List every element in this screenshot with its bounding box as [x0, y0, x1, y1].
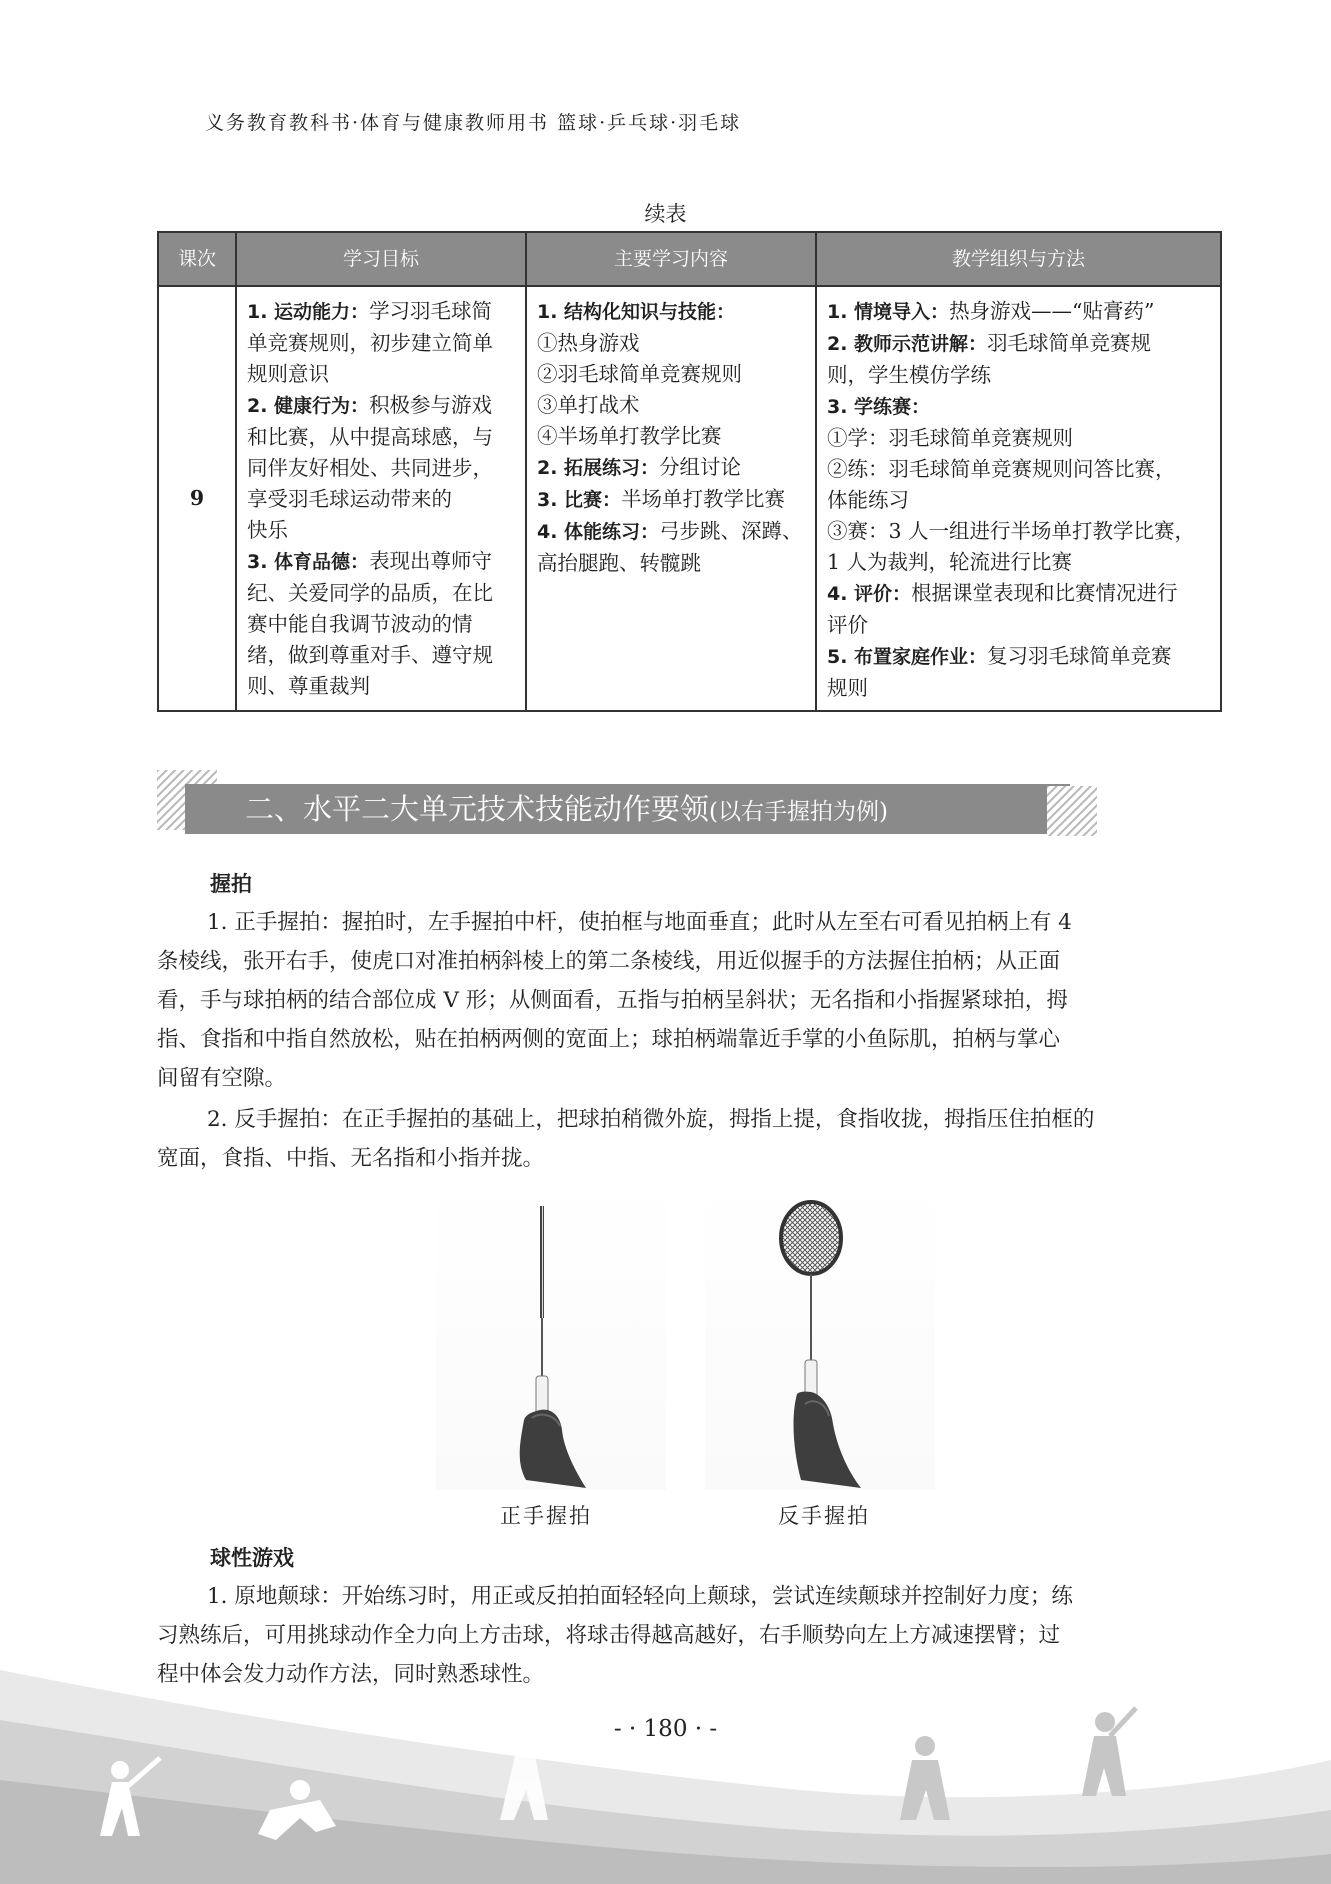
banner-hatch-decoration [1047, 786, 1097, 836]
col-header-goals: 学习目标 [236, 232, 526, 286]
racket-vertical-icon [436, 1180, 666, 1490]
content-line: ②羽毛球简单竞赛规则 [537, 362, 742, 386]
col-header-lesson: 课次 [158, 232, 236, 286]
methods-line: 评价 [827, 613, 868, 637]
content-cell [526, 286, 816, 711]
backhand-grip-caption: 反手握拍 [778, 1504, 870, 1528]
table-row [158, 286, 1221, 711]
lesson-number-cell: 9 [158, 286, 236, 711]
col-header-methods: 教学组织与方法 [816, 232, 1221, 286]
content-line: ①热身游戏 [537, 331, 640, 355]
section-subtitle: (以右手握拍为例) [709, 799, 888, 825]
methods-cell [816, 286, 1221, 711]
methods-line: ③赛：3 人一组进行半场单打教学比赛， [827, 519, 1196, 543]
methods-line: 则，学生模仿学练 [827, 363, 991, 387]
methods-line: 4. 评价：根据课堂表现和比赛情况进行 [827, 581, 1178, 605]
grip-heading: 握拍 [210, 872, 252, 896]
goals-line: 快乐 [247, 518, 288, 542]
table-header-row [158, 232, 1221, 286]
content-line: 1. 结构化知识与技能： [537, 301, 736, 323]
methods-line: 5. 布置家庭作业：复习羽毛球简单竞赛 [827, 644, 1172, 668]
running-header: 义务教育教科书·体育与健康教师用书 篮球·乒乓球·羽毛球 [205, 112, 742, 134]
goals-line: 3. 体育品德：表现出尊师守 [247, 549, 493, 573]
content-line: ④半场单打教学比赛 [537, 424, 722, 448]
goals-line: 1. 运动能力：学习羽毛球简 [247, 299, 493, 323]
ball-game-heading: 球性游戏 [210, 1546, 294, 1570]
forehand-grip-photo [436, 1180, 666, 1490]
methods-line: ②练：羽毛球简单竞赛规则问答比赛， [827, 457, 1176, 481]
content-line: 2. 拓展练习：分组讨论 [537, 455, 742, 479]
goals-line: 单竞赛规则，初步建立简单 [247, 331, 493, 355]
methods-line: 规则 [827, 676, 868, 700]
grip-paragraph-1: 1. 正手握拍：握拍时，左手握拍中杆，使拍框与地面垂直；此时从左至右可看见拍柄上有 4 条棱线，张开右手，使虎口对准拍柄斜棱上的第二条棱线，用近似握手的方法握住拍柄；从正面 看，手与球拍柄的结合部位成 V 形；从侧面看，五指与拍柄呈斜状；无名指和小指握紧球拍，拇 指、食指和中指自然放松，贴在拍柄两侧的宽面上；球拍柄端靠近手掌的小鱼际肌，拍柄与掌心 间留有空隙。 [157, 910, 1072, 1091]
content-line: 高抬腿跑、转髋跳 [537, 551, 701, 575]
grip-paragraph-2: 2. 反手握拍：在正手握拍的基础上，把球拍稍微外旋，拇指上提，食指收拢，拇指压住拍框的 宽面，食指、中指、无名指和小指并拢。 [157, 1107, 1095, 1171]
forehand-grip-caption: 正手握拍 [500, 1504, 592, 1528]
content-line: 4. 体能练习：弓步跳、深蹲、 [537, 519, 803, 543]
methods-line: 体能练习 [827, 488, 909, 512]
content-line: 3. 比赛：半场单打教学比赛 [537, 487, 786, 511]
methods-line: ①学：羽毛球简单竞赛规则 [827, 426, 1073, 450]
methods-line: 1. 情境导入：热身游戏——“贴膏药” [827, 299, 1155, 323]
goals-line: 规则意识 [247, 362, 329, 386]
page-number: - · 180 · - [613, 1716, 718, 1742]
footer-decoration [0, 1640, 1331, 1884]
section-banner [157, 762, 1097, 848]
racket-face-icon [705, 1180, 935, 1490]
goals-line: 享受羽毛球运动带来的 [247, 487, 452, 511]
content-line: ③单打战术 [537, 393, 640, 417]
section-title: 二、水平二大单元技术技能动作要领(以右手握拍为例) [245, 792, 888, 826]
ball-game-paragraph: 1. 原地颠球：开始练习时，用正或反拍拍面轻轻向上颠球，尝试连续颠球并控制好力度；练 习熟练后，可用挑球动作全力向上方击球，将球击得越高越好，右手顺势向左上方减速摆臂；过 程中体会发力动作方法，同时熟悉球性。 [157, 1584, 1073, 1687]
goals-line: 同伴友好相处、共同进步， [247, 456, 493, 480]
goals-line: 绪，做到尊重对手、遵守规 [247, 643, 493, 667]
goals-cell [236, 286, 526, 711]
methods-line: 3. 学练赛： [827, 396, 931, 418]
methods-line: 2. 教师示范讲解：羽毛球简单竞赛规 [827, 331, 1152, 355]
goals-line: 和比赛，从中提高球感，与 [247, 425, 493, 449]
methods-line: 1 人为裁判，轮流进行比赛 [827, 550, 1073, 574]
goals-line: 赛中能自我调节波动的情 [247, 612, 473, 636]
lesson-plan-table [157, 231, 1222, 712]
table-caption: 续表 [644, 202, 687, 226]
goals-line: 则、尊重裁判 [247, 674, 370, 698]
backhand-grip-photo [705, 1180, 935, 1490]
goals-line: 纪、关爱同学的品质，在比 [247, 581, 493, 605]
col-header-content: 主要学习内容 [526, 232, 816, 286]
goals-line: 2. 健康行为：积极参与游戏 [247, 393, 493, 417]
